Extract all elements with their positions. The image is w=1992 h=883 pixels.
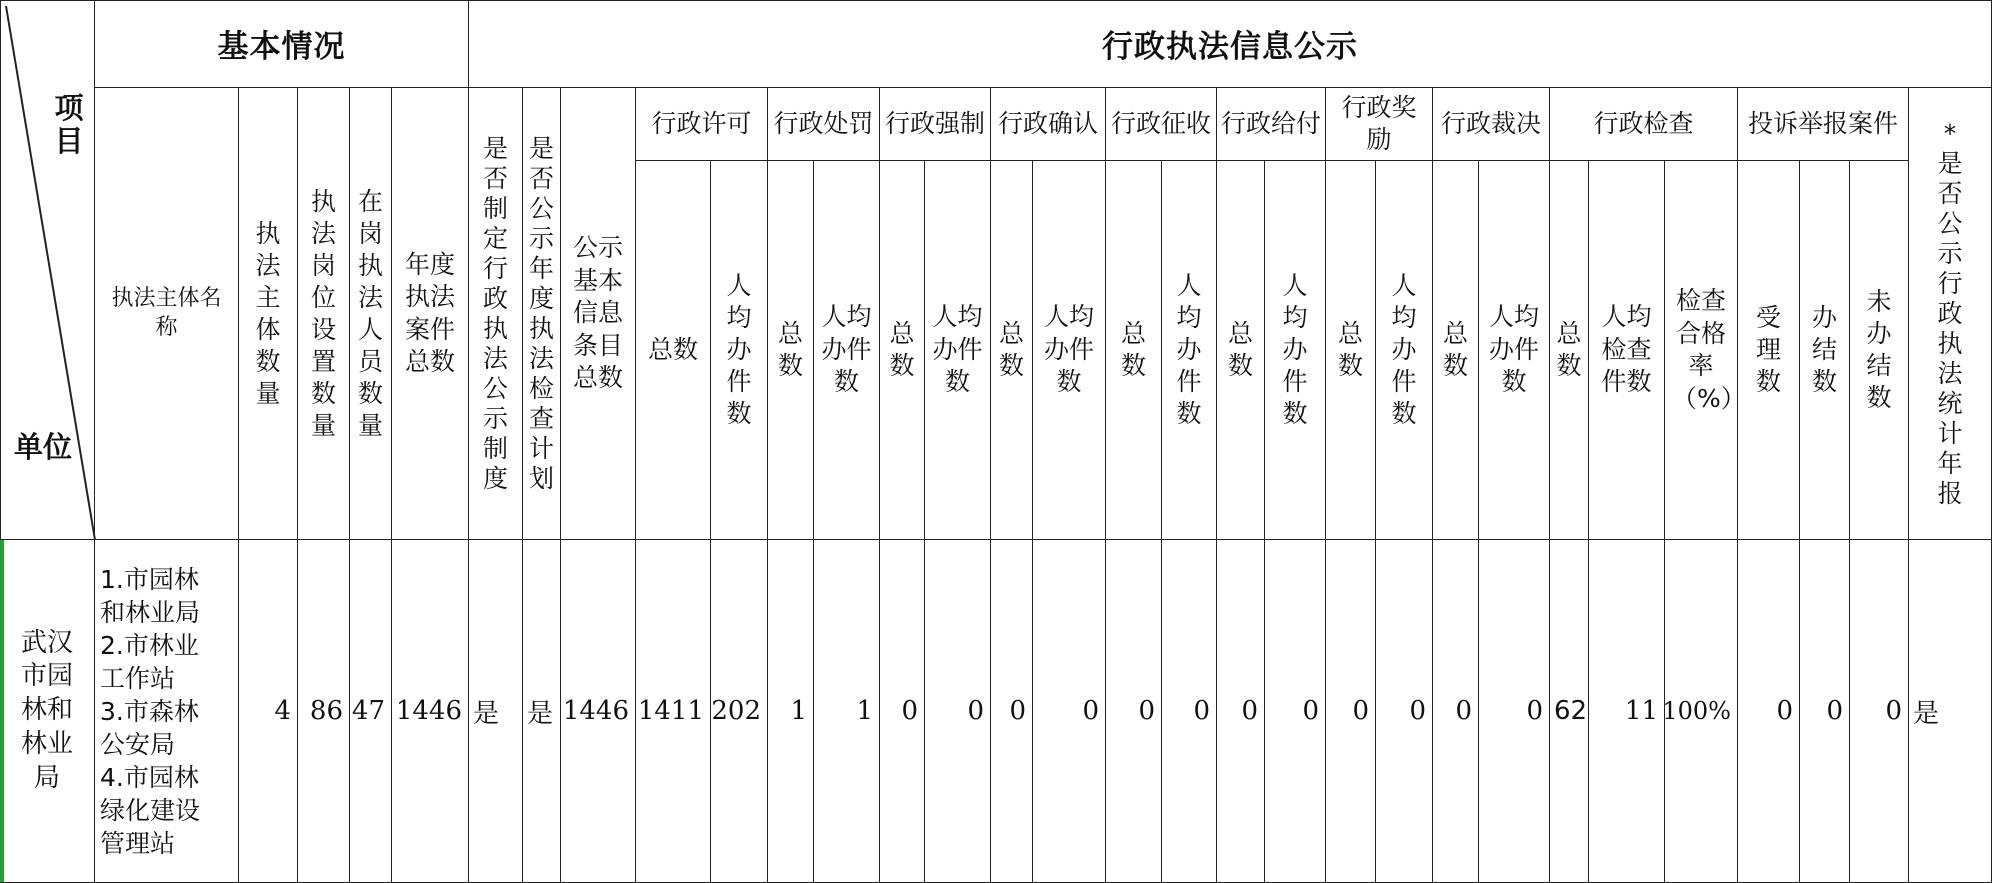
leaf-payment-per[interactable]: 人均办件数 (1265, 161, 1326, 540)
cell-entity-count[interactable]: 4 (239, 540, 298, 883)
cell-permit-per[interactable]: 202 (711, 540, 768, 883)
subgroup-complaint[interactable]: 投诉举报案件 (1738, 88, 1909, 161)
cell-inspection-total[interactable]: 62 (1550, 540, 1589, 883)
leaf-enforce-total[interactable]: 总数 (880, 161, 925, 540)
leaf-penalty-per[interactable]: 人均办件数 (814, 161, 880, 540)
subgroup-inspection[interactable]: 行政检查 (1550, 88, 1738, 161)
cell-annual-report[interactable]: 是 (1909, 540, 1992, 883)
cell-post-count[interactable]: 86 (298, 540, 350, 883)
leaf-complaint-accepted[interactable]: 受理数 (1738, 161, 1800, 540)
header-basic-info[interactable]: 公示基本信息条目总数 (561, 88, 636, 540)
leaf-confirm-per[interactable]: 人均办件数 (1033, 161, 1106, 540)
cell-inspection-rate[interactable]: 100% (1665, 540, 1738, 883)
leaf-enforce-per[interactable]: 人均办件数 (925, 161, 991, 540)
cell-case-total[interactable]: 1446 (392, 540, 469, 883)
group-header-basic[interactable]: 基本情况 (95, 0, 469, 88)
leaf-penalty-total[interactable]: 总数 (768, 161, 814, 540)
cell-complaint-pending[interactable]: 0 (1850, 540, 1909, 883)
entity-item: 1.市园林和林业局 (100, 564, 201, 627)
cell-penalty-per[interactable]: 1 (814, 540, 880, 883)
cell-confirm-total[interactable]: 0 (991, 540, 1033, 883)
cell-levy-total[interactable]: 0 (1106, 540, 1162, 883)
header-annual-report[interactable]: *是否公示行政执法统计年报 (1909, 88, 1992, 540)
cell-permit-total[interactable]: 1411 (636, 540, 711, 883)
leaf-payment-total[interactable]: 总数 (1217, 161, 1265, 540)
cell-payment-total[interactable]: 0 (1217, 540, 1265, 883)
cell-has-system[interactable]: 是 (469, 540, 523, 883)
subgroup-permit[interactable]: 行政许可 (636, 88, 768, 161)
subgroup-enforce[interactable]: 行政强制 (880, 88, 991, 161)
cell-complaint-accepted[interactable]: 0 (1738, 540, 1800, 883)
subgroup-payment[interactable]: 行政给付 (1217, 88, 1326, 161)
cell-payment-per[interactable]: 0 (1265, 540, 1326, 883)
row-unit-cell[interactable]: 武汉市园林和林业局 (0, 540, 95, 883)
cell-basic-info[interactable]: 1446 (561, 540, 636, 883)
cell-complaint-done[interactable]: 0 (1800, 540, 1850, 883)
leaf-reward-per[interactable]: 人均办件数 (1376, 161, 1433, 540)
subgroup-ruling[interactable]: 行政裁决 (1433, 88, 1550, 161)
leaf-complaint-pending[interactable]: 未办结数 (1850, 161, 1909, 540)
header-case-total[interactable]: 年度执法案件总数 (392, 88, 469, 540)
cell-penalty-total[interactable]: 1 (768, 540, 814, 883)
header-has-system[interactable]: 是否制定行政执法公示制度 (469, 88, 523, 540)
cell-has-plan[interactable]: 是 (523, 540, 561, 883)
leaf-inspection-rate[interactable]: 检查合格率（%） (1665, 161, 1738, 540)
group-header-info[interactable]: 行政执法信息公示 (469, 0, 1992, 88)
header-entity-count[interactable]: 执法主体数量 (239, 88, 298, 540)
subgroup-confirm[interactable]: 行政确认 (991, 88, 1106, 161)
subgroup-penalty[interactable]: 行政处罚 (768, 88, 880, 161)
cell-enforce-total[interactable]: 0 (880, 540, 925, 883)
subgroup-reward[interactable]: 行政奖励 (1326, 88, 1433, 161)
cell-confirm-per[interactable]: 0 (1033, 540, 1106, 883)
cell-ruling-total[interactable]: 0 (1433, 540, 1479, 883)
cell-staff-count[interactable]: 47 (350, 540, 392, 883)
leaf-inspection-per[interactable]: 人均检查件数 (1589, 161, 1665, 540)
leaf-inspection-total[interactable]: 总数 (1550, 161, 1589, 540)
header-post-count[interactable]: 执法岗位设置数量 (298, 88, 350, 540)
cell-inspection-per[interactable]: 11 (1589, 540, 1665, 883)
row-entity-list[interactable] (95, 540, 239, 883)
header-entity-name[interactable]: 执法主体名称 (95, 88, 239, 540)
cell-reward-per[interactable]: 0 (1376, 540, 1433, 883)
entity-list (100, 563, 218, 860)
leaf-permit-per[interactable]: 人均办件数 (711, 161, 768, 540)
leaf-complaint-done[interactable]: 办结数 (1800, 161, 1850, 540)
cell-reward-total[interactable]: 0 (1326, 540, 1376, 883)
entity-item: 4.市园林绿化建设管理站 (100, 762, 201, 858)
leaf-levy-per[interactable]: 人均办件数 (1162, 161, 1217, 540)
leaf-reward-total[interactable]: 总数 (1326, 161, 1376, 540)
corner-label-item: 项目 (54, 91, 84, 159)
cell-ruling-per[interactable]: 0 (1479, 540, 1550, 883)
header-staff-count[interactable]: 在岗执法人员数量 (350, 88, 392, 540)
leaf-confirm-total[interactable]: 总数 (991, 161, 1033, 540)
header-has-plan[interactable]: 是否公示年度执法检查计划 (523, 88, 561, 540)
leaf-ruling-per[interactable]: 人均办件数 (1479, 161, 1550, 540)
entity-item: 3.市森林公安局 (100, 696, 199, 759)
leaf-levy-total[interactable]: 总数 (1106, 161, 1162, 540)
entity-item: 2.市林业工作站 (100, 630, 199, 693)
cell-enforce-per[interactable]: 0 (925, 540, 991, 883)
cell-levy-per[interactable]: 0 (1162, 540, 1217, 883)
subgroup-levy[interactable]: 行政征收 (1106, 88, 1217, 161)
leaf-permit-total[interactable]: 总数 (636, 161, 711, 540)
leaf-ruling-total[interactable]: 总数 (1433, 161, 1479, 540)
corner-label-unit: 单位 (14, 430, 73, 464)
